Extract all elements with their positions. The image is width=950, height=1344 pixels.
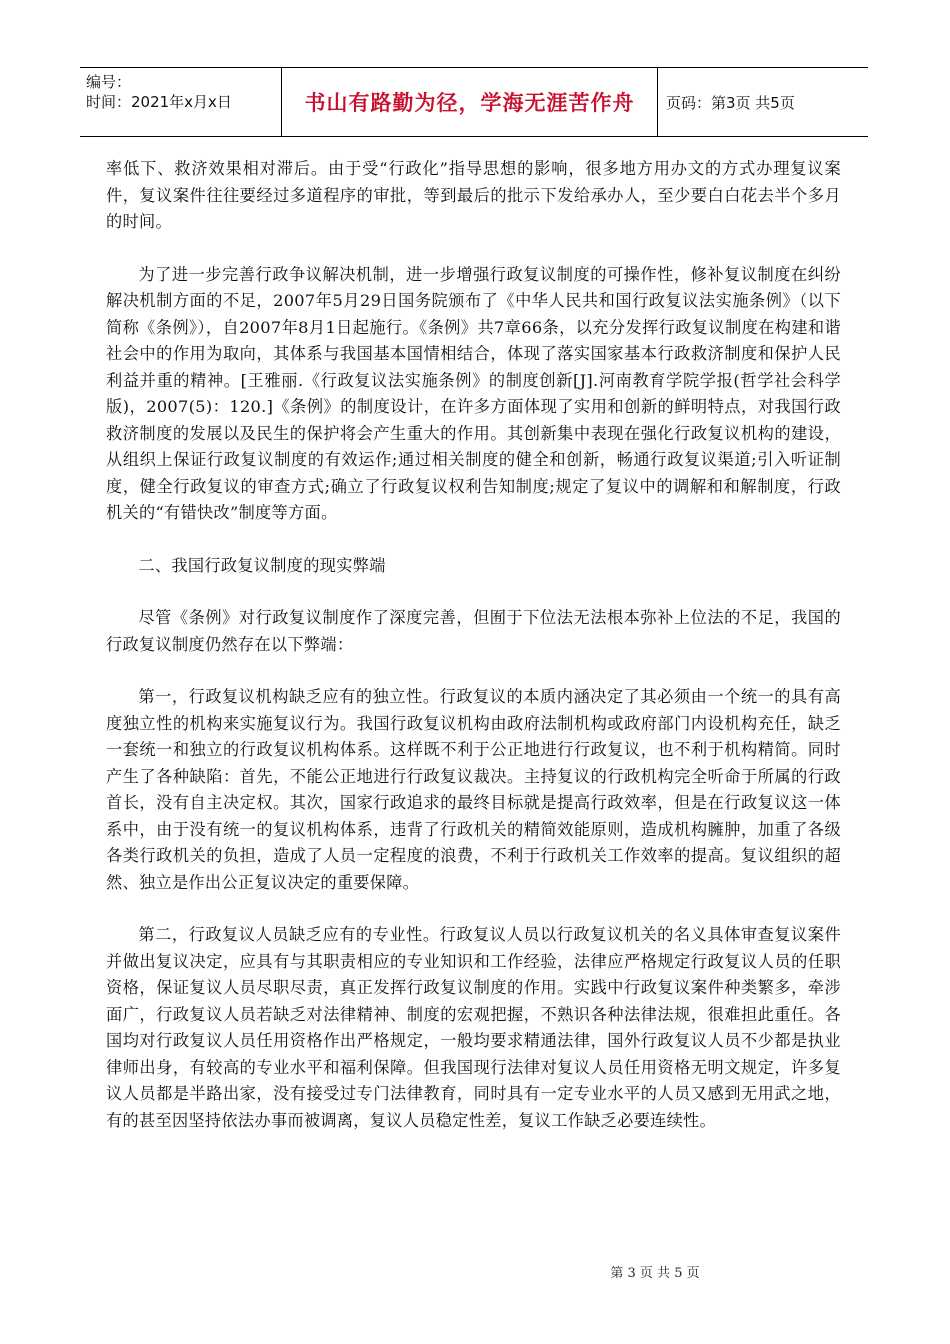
section-heading: 二、我国行政复议制度的现实弊端 <box>138 555 386 575</box>
paragraph-continuation: 率低下、救济效果相对滞后。由于受“行政化”指导思想的影响，很多地方用办文的方式办理复议案件，复议案件往往要经过多道程序的审批，等到最后的批示下发给承办人，至少要白白花去半个多月的时间。 <box>106 159 841 231</box>
page-header <box>80 67 868 137</box>
page-footer: 第 3 页 共 5 页 <box>610 1266 700 1281</box>
header-motto: 书山有路勤为径，学海无涯苦作舟 <box>282 68 658 136</box>
document-body <box>106 156 841 1160</box>
document-number-label: 编号： <box>86 73 132 91</box>
header-page-info: 页码：第3页 共5页 <box>666 93 795 112</box>
paragraph-first-drawback: 第一，行政复议机构缺乏应有的独立性。行政复议的本质内涵决定了其必须由一个统一的具有高度独立性的机构来实施复议行为。我国行政复议机构由政府法制机构或政府部门内设机构充任，缺乏一套统一和独立的行政复议机构体系。这样既不利于公正地进行行政复议，也不利于机构精简。同时产生了各种缺陷：首先，不能公正地进行行政复议裁决。主持复议的行政机构完全听命于所属的行政首长，没有自主决定权。其次，国家行政追求的最终目标就是提高行政效率，但是在行政复议这一体系中，由于没有统一的复议机构体系，违背了行政机关的精简效能原则，造成机构臃肿，加重了各级各类行政机关的负担，造成了人员一定程度的浪费，不利于行政机关工作效率的提高。复议组织的超然、独立是作出公正复议决定的重要保障。 <box>106 687 841 892</box>
paragraph-regulation-intro: 为了进一步完善行政争议解决机制，进一步增强行政复议制度的可操作性，修补复议制度在纠纷解决机制方面的不足，2007年5月29日国务院颁布了《中华人民共和国行政复议法实施条例》（以下简称《条例》），自2007年8月1日起施行。《条例》共7章66条，以充分发挥行政复议制度在构建和谐社会中的作用为取向，其体系与我国基本国情相结合，体现了落实国家基本行政救济制度和保护人民利益并重的精神。[王雅丽.《行政复议法实施条例》的制度创新[J].河南教育学院学报(哲学社会科学版)，2007(5)：120.]《条例》的制度设计，在许多方面体现了实用和创新的鲜明特点，对我国行政救济制度的发展以及民生的保护将会产生重大的作用。其创新集中表现在强化行政复议机构的建设，从组织上保证行政复议制度的有效运作;通过相关制度的健全和创新，畅通行政复议渠道;引入听证制度，健全行政复议的审查方式;确立了行政复议权利告知制度;规定了复议中的调解和和解制度，行政机关的“有错快改”制度等方面。 <box>106 264 841 522</box>
document-date-label: 时间：2021年x月x日 <box>86 93 232 111</box>
header-meta <box>80 68 282 136</box>
paragraph-second-drawback: 第二，行政复议人员缺乏应有的专业性。行政复议人员以行政复议机关的名义具体审查复议案件并做出复议决定，应具有与其职责相应的专业知识和工作经验，法律应严格规定行政复议人员的任职资格，保证复议人员尽职尽责，真正发挥行政复议制度的作用。实践中行政复议案件种类繁多，牵涉面广，行政复议人员若缺乏对法律精神、制度的宏观把握，不熟识各种法律法规，很难担此重任。各国均对行政复议人员任用资格作出严格规定，一般均要求精通法律，国外行政复议人员不少都是执业律师出身，有较高的专业水平和福利保障。但我国现行法律对复议人员任用资格无明文规定，许多复议人员都是半路出家，没有接受过专门法律教育，同时具有一定专业水平的人员又感到无用武之地，有的甚至因坚持依法办事而被调离，复议人员稳定性差，复议工作缺乏必要连续性。 <box>106 925 841 1130</box>
paragraph-drawbacks-intro: 尽管《条例》对行政复议制度作了深度完善，但囿于下位法无法根本弥补上位法的不足，我国的行政复议制度仍然存在以下弊端： <box>106 608 841 654</box>
